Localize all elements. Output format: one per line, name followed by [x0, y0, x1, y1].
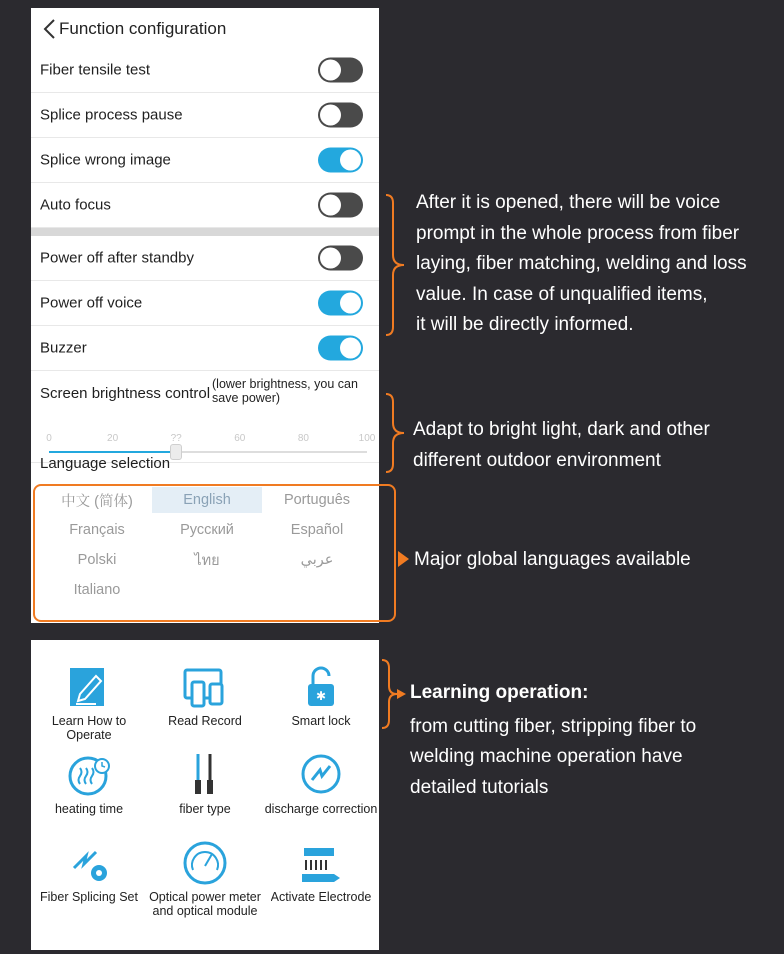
brightness-note: (lower brightness, you can save power)	[212, 377, 358, 405]
annotation-line: prompt in the whole process from fiber	[416, 222, 740, 244]
setting-row-auto-focus	[31, 183, 379, 228]
optical-power-meter-icon	[182, 840, 228, 886]
annotation-languages: Major global languages available	[414, 549, 691, 570]
arrow-languages	[396, 548, 412, 570]
fiber-type-icon	[182, 752, 228, 798]
menu-item-discharge-correction[interactable]	[263, 750, 379, 838]
annotation-learning-title: Learning operation:	[410, 682, 589, 703]
power-off-after-standby-toggle[interactable]	[318, 246, 363, 271]
toggle-group-2	[31, 236, 379, 371]
language-option[interactable]: Español	[290, 522, 344, 538]
annotation-voice	[416, 188, 747, 341]
language-option[interactable]: Polski	[77, 552, 117, 568]
brightness-slider[interactable]	[49, 451, 367, 453]
menu-item-smart-lock[interactable]	[263, 662, 379, 750]
menu-item-read-record[interactable]	[147, 662, 263, 750]
brightness-tick: 60	[234, 433, 246, 444]
bracket-voice	[384, 193, 408, 337]
setting-label: Splice process pause	[40, 106, 183, 124]
annotation-line: detailed tutorials	[410, 776, 549, 798]
toggle-knob	[340, 338, 361, 359]
bracket-brightness	[384, 392, 408, 474]
annotation-line: value. In case of unqualified items,	[416, 283, 708, 305]
splice-process-pause-toggle[interactable]	[318, 103, 363, 128]
back-icon[interactable]	[41, 18, 59, 40]
brightness-tick: 20	[107, 433, 119, 444]
annotation-line: different outdoor environment	[413, 449, 661, 471]
buzzer-toggle[interactable]	[318, 336, 363, 361]
toggle-knob	[320, 195, 341, 216]
section-divider	[31, 228, 379, 236]
menu-item-label: heating time	[54, 802, 124, 816]
language-option[interactable]: Français	[69, 522, 125, 538]
menu-item-label: Smart lock	[291, 714, 351, 728]
menu-item-fiber-type[interactable]	[147, 750, 263, 838]
language-option[interactable]: 中文 (简体)	[61, 493, 133, 510]
menu-item-activate-electrode[interactable]	[263, 838, 379, 926]
language-highlight-box	[33, 484, 396, 622]
learn-icon	[66, 664, 112, 710]
setting-row-power-off-after-standby	[31, 236, 379, 281]
bracket-learning	[380, 658, 408, 730]
menu-item-learn-how-to-operate[interactable]	[31, 662, 147, 750]
toggle-knob	[320, 248, 341, 269]
setting-label: Auto focus	[40, 196, 111, 214]
setting-label: Power off voice	[40, 294, 143, 312]
menu-item-label: Read Record	[168, 714, 242, 728]
language-option[interactable]: Português	[283, 492, 351, 508]
brightness-control	[31, 371, 379, 463]
annotation-line: it will be directly informed.	[416, 314, 634, 335]
nav-bar	[31, 8, 379, 48]
menu-item-heating-time[interactable]	[31, 750, 147, 838]
splice-wrong-image-toggle[interactable]	[318, 148, 363, 173]
svg-text:✱: ✱	[315, 689, 327, 703]
setting-row-splice-process-pause	[31, 93, 379, 138]
annotation-learning	[410, 678, 696, 803]
menu-item-label: fiber type	[179, 802, 231, 816]
brightness-tick: 80	[297, 433, 309, 444]
brightness-tick: ??	[170, 433, 182, 444]
menu-item-optical-power-meter-and-optical-module[interactable]	[147, 838, 263, 926]
language-header: Language selection	[40, 455, 171, 472]
setting-label: Buzzer	[40, 339, 87, 357]
menu-item-label: Activate Electrode	[270, 890, 372, 904]
brightness-tick: 0	[46, 433, 52, 444]
menu-item-label: discharge correction	[264, 802, 378, 816]
toggle-knob	[340, 150, 361, 171]
annotation-learning-body	[410, 712, 696, 804]
annotation-line: from cutting fiber, stripping fiber to	[410, 715, 697, 737]
toggle-knob	[320, 60, 341, 81]
annotation-line: laying, fiber matching, welding and loss	[416, 253, 747, 274]
menu-panel	[31, 640, 379, 950]
annotation-brightness	[413, 415, 710, 476]
annotation-line: welding machine operation have	[410, 746, 683, 767]
heating-time-icon	[66, 752, 112, 798]
toggle-knob	[320, 105, 341, 126]
brightness-ticks	[46, 433, 376, 447]
toggle-knob	[340, 293, 361, 314]
read-record-icon	[182, 664, 228, 710]
language-option[interactable]: ไทย	[194, 552, 220, 569]
menu-grid	[31, 662, 379, 926]
toggle-group-1	[31, 48, 379, 228]
power-off-voice-toggle[interactable]	[318, 291, 363, 316]
setting-row-splice-wrong-image	[31, 138, 379, 183]
setting-label: Fiber tensile test	[40, 61, 151, 79]
smart-lock-icon	[298, 664, 344, 710]
setting-row-fiber-tensile-test	[31, 48, 379, 93]
brightness-label: Screen brightness control	[40, 385, 211, 402]
fiber-tensile-test-toggle[interactable]	[318, 58, 363, 83]
setting-label: Splice wrong image	[40, 151, 171, 169]
annotation-line: After it is opened, there will be voice	[416, 192, 721, 213]
menu-item-label: Learn How to Operate	[51, 714, 127, 742]
menu-item-label: Fiber Splicing Set	[40, 890, 138, 904]
page-title: Function configuration	[59, 19, 227, 38]
language-option[interactable]: Italiano	[73, 582, 121, 598]
auto-focus-toggle[interactable]	[318, 193, 363, 218]
brightness-slider-fill	[49, 451, 176, 453]
activate-electrode-icon	[298, 840, 344, 886]
setting-row-buzzer	[31, 326, 379, 371]
brightness-slider-thumb[interactable]	[170, 444, 182, 460]
brightness-tick: 100	[358, 433, 376, 444]
language-option[interactable]: Русский	[180, 522, 234, 538]
language-option[interactable]: عربي	[300, 552, 334, 568]
menu-item-fiber-splicing-set[interactable]	[31, 838, 147, 926]
annotation-line: Adapt to bright light, dark and other	[413, 419, 710, 440]
language-option[interactable]: English	[152, 487, 262, 513]
fiber-splicing-set-icon	[66, 840, 112, 886]
discharge-correction-icon	[298, 752, 344, 798]
setting-row-power-off-voice	[31, 281, 379, 326]
setting-label: Power off after standby	[40, 249, 194, 267]
menu-item-label: Optical power meter and optical module	[149, 890, 261, 918]
